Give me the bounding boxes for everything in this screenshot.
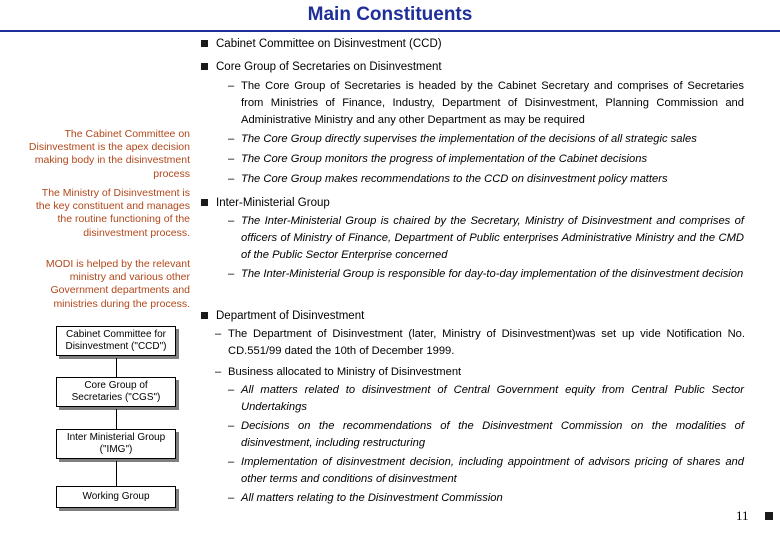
cgs-point: – The Core Group monitors the progress of implementation of the Cabinet decisions <box>228 151 744 168</box>
side-note-modi: MODI is helped by the relevant ministry and various other Government departments and ministries during the process. <box>45 258 190 310</box>
dash-icon: – <box>228 153 235 165</box>
hierarchy-connector <box>116 358 117 377</box>
dash-icon: – <box>215 366 222 378</box>
square-bullet-icon <box>201 63 208 70</box>
title-divider <box>0 30 780 32</box>
cgs-point: – The Core Group of Secretaries is headed by the Cabinet Secretary and comprises of Secretaries from Ministries of Finance, Industry, Department of Disinvestment, Planning Commission and Administrative Ministry and any other Department as may be required <box>228 80 744 126</box>
dash-icon: – <box>228 384 235 396</box>
dash-icon: – <box>228 492 235 504</box>
square-bullet-icon <box>201 199 208 206</box>
dash-icon: – <box>228 420 235 432</box>
business-point: – Decisions on the recommendations of the Disinvestment Commission on the modalities of disinvestment, including restructuring <box>228 420 744 449</box>
dash-icon: – <box>228 215 235 227</box>
dash-icon: – <box>228 133 235 145</box>
business-point: – All matters related to disinvestment of Central Government equity from Central Public Sector Undertakings <box>228 384 744 413</box>
cgs-point: – The Core Group directly supervises the implementation of the decisions of all strategic sales <box>228 131 744 148</box>
dod-point: – Business allocated to Ministry of Disinvestment <box>215 364 745 381</box>
bullet-label: Inter-Ministerial Group <box>216 197 330 209</box>
square-bullet-icon <box>201 40 208 47</box>
cgs-point: – The Core Group makes recommendations to the CCD on disinvestment policy matters <box>228 171 744 188</box>
hierarchy-connector <box>116 409 117 429</box>
dash-icon: – <box>228 173 235 185</box>
page-title: Main Constituents <box>307 4 473 25</box>
bullet-label: Cabinet Committee on Disinvestment (CCD) <box>216 38 442 50</box>
hierarchy-connector <box>116 461 117 486</box>
dod-point: – The Department of Disinvestment (later, Ministry of Disinvestment)was set up vide Notification No. CD.551/99 dated the 10th of December 1999. <box>215 328 745 357</box>
square-bullet-icon <box>765 512 773 520</box>
dash-icon: – <box>228 268 235 280</box>
square-bullet-icon <box>201 312 208 319</box>
img-point: – The Inter-Ministerial Group is responsible for day-to-day implementation of the disinvestment decision <box>228 266 744 283</box>
bullet-label: Department of Disinvestment <box>216 310 365 322</box>
dash-icon: – <box>215 328 222 340</box>
hierarchy-box-cgs: Core Group of Secretaries ("CGS") <box>56 377 176 407</box>
dash-icon: – <box>228 456 235 468</box>
dash-icon: – <box>228 80 235 92</box>
hierarchy-box-ccd: Cabinet Committee for Disinvestment ("CCD") <box>56 326 176 356</box>
bullet-label: Core Group of Secretaries on Disinvestment <box>216 61 442 73</box>
hierarchy-box-img: Inter Ministerial Group ("IMG") <box>56 429 176 459</box>
side-note-ccd: The Cabinet Committee on Disinvestment is the apex decision making body in the disinvestment process <box>28 128 190 180</box>
hierarchy-box-working-group: Working Group <box>56 486 176 508</box>
page-number: 11 <box>736 508 749 523</box>
side-note-ministry: The Ministry of Disinvestment is the key constituent and manages the routine functioning of the disinvestment process. <box>35 187 190 239</box>
business-point: – All matters relating to the Disinvestment Commission <box>228 490 744 507</box>
img-point: – The Inter-Ministerial Group is chaired by the Secretary, Ministry of Disinvestment and comprises of officers of Ministry of Finance, Department of Public enterprises Administrative Ministry and the CMD of the Public Sector Enterprise concerned <box>228 215 744 261</box>
business-point: – Implementation of disinvestment decision, including appointment of advisors pricing of shares and other terms and conditions of disinvestment <box>228 456 744 485</box>
